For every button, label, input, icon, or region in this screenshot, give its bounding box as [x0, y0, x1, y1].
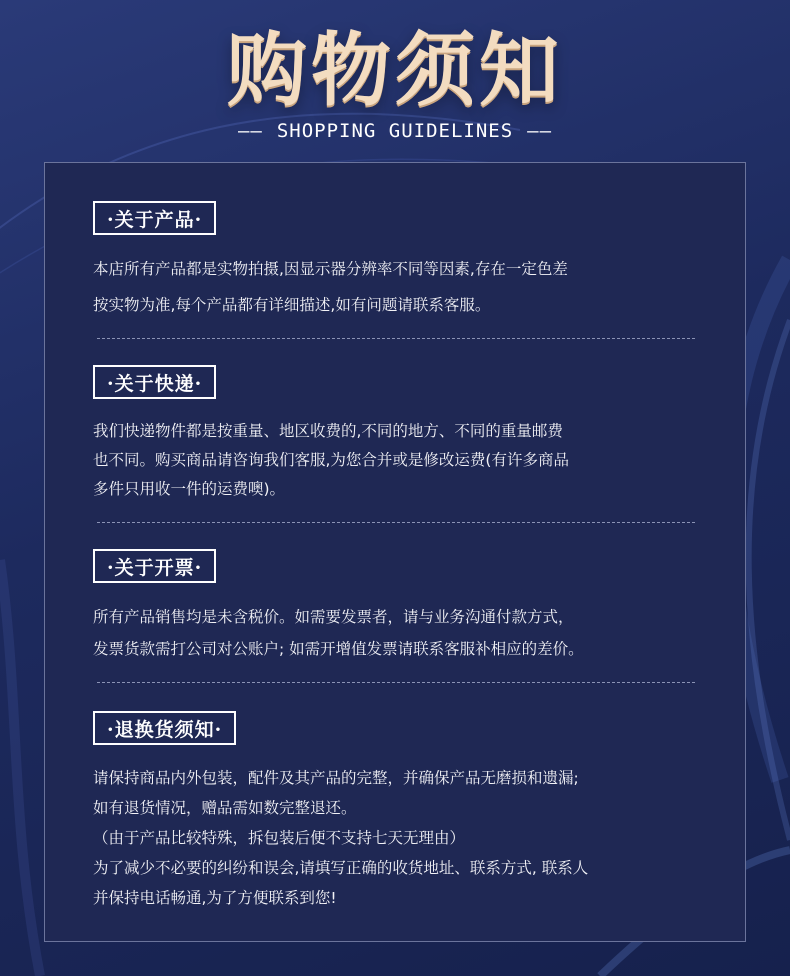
text-line: （由于产品比较特殊，拆包装后便不支持七天无理由）	[93, 829, 466, 847]
text-line: 发票货款需打公司对公账户; 如需开增值发票请联系客服补相应的差价。	[93, 640, 584, 658]
section-text	[93, 417, 703, 504]
text-line: 并保持电话畅通,为了方便联系到您!	[93, 889, 337, 907]
subtitle-line-right: ——	[527, 120, 553, 142]
section-label: ·退换货须知·	[93, 711, 236, 745]
text-line: 多件只用收一件的运费噢)。	[93, 480, 286, 498]
text-line: 请保持商品内外包装，配件及其产品的完整，并确保产品无磨损和遗漏;	[93, 769, 579, 787]
text-line: 也不同。购买商品请咨询我们客服,为您合并或是修改运费(有许多商品	[93, 451, 569, 469]
text-line: 所有产品销售均是未含税价。如需要发票者，请与业务沟通付款方式，	[93, 608, 574, 626]
dashed-divider	[97, 338, 695, 339]
section-label: ·关于开票·	[93, 549, 216, 583]
section-text	[93, 601, 703, 665]
dashed-divider	[97, 682, 695, 683]
page-subtitle: SHOPPING GUIDELINES	[276, 120, 514, 142]
guidelines-panel	[44, 162, 746, 942]
section-invoice	[93, 549, 703, 665]
section-text	[93, 763, 703, 913]
subtitle-row	[0, 118, 790, 144]
subtitle-line-left: ——	[237, 120, 263, 142]
dashed-divider	[97, 522, 695, 523]
text-line: 我们快递物件都是按重量、地区收费的,不同的地方、不同的重量邮费	[93, 422, 563, 440]
page-title: 购物须知	[227, 23, 563, 117]
text-line: 按实物为准,每个产品都有详细描述,如有问题请联系客服。	[93, 296, 491, 314]
section-products	[93, 201, 703, 323]
text-line: 如有退货情况，赠品需如数完整退还。	[93, 799, 357, 817]
text-line: 本店所有产品都是实物拍摄,因显示器分辨率不同等因素,存在一定色差	[93, 260, 568, 278]
text-line: 为了减少不必要的纠纷和误会,请填写正确的收货地址、联系方式, 联系人	[93, 859, 589, 877]
section-label: ·关于快递·	[93, 365, 216, 399]
section-shipping	[93, 365, 703, 504]
section-returns	[93, 711, 703, 913]
section-text	[93, 251, 703, 323]
section-label: ·关于产品·	[93, 201, 216, 235]
